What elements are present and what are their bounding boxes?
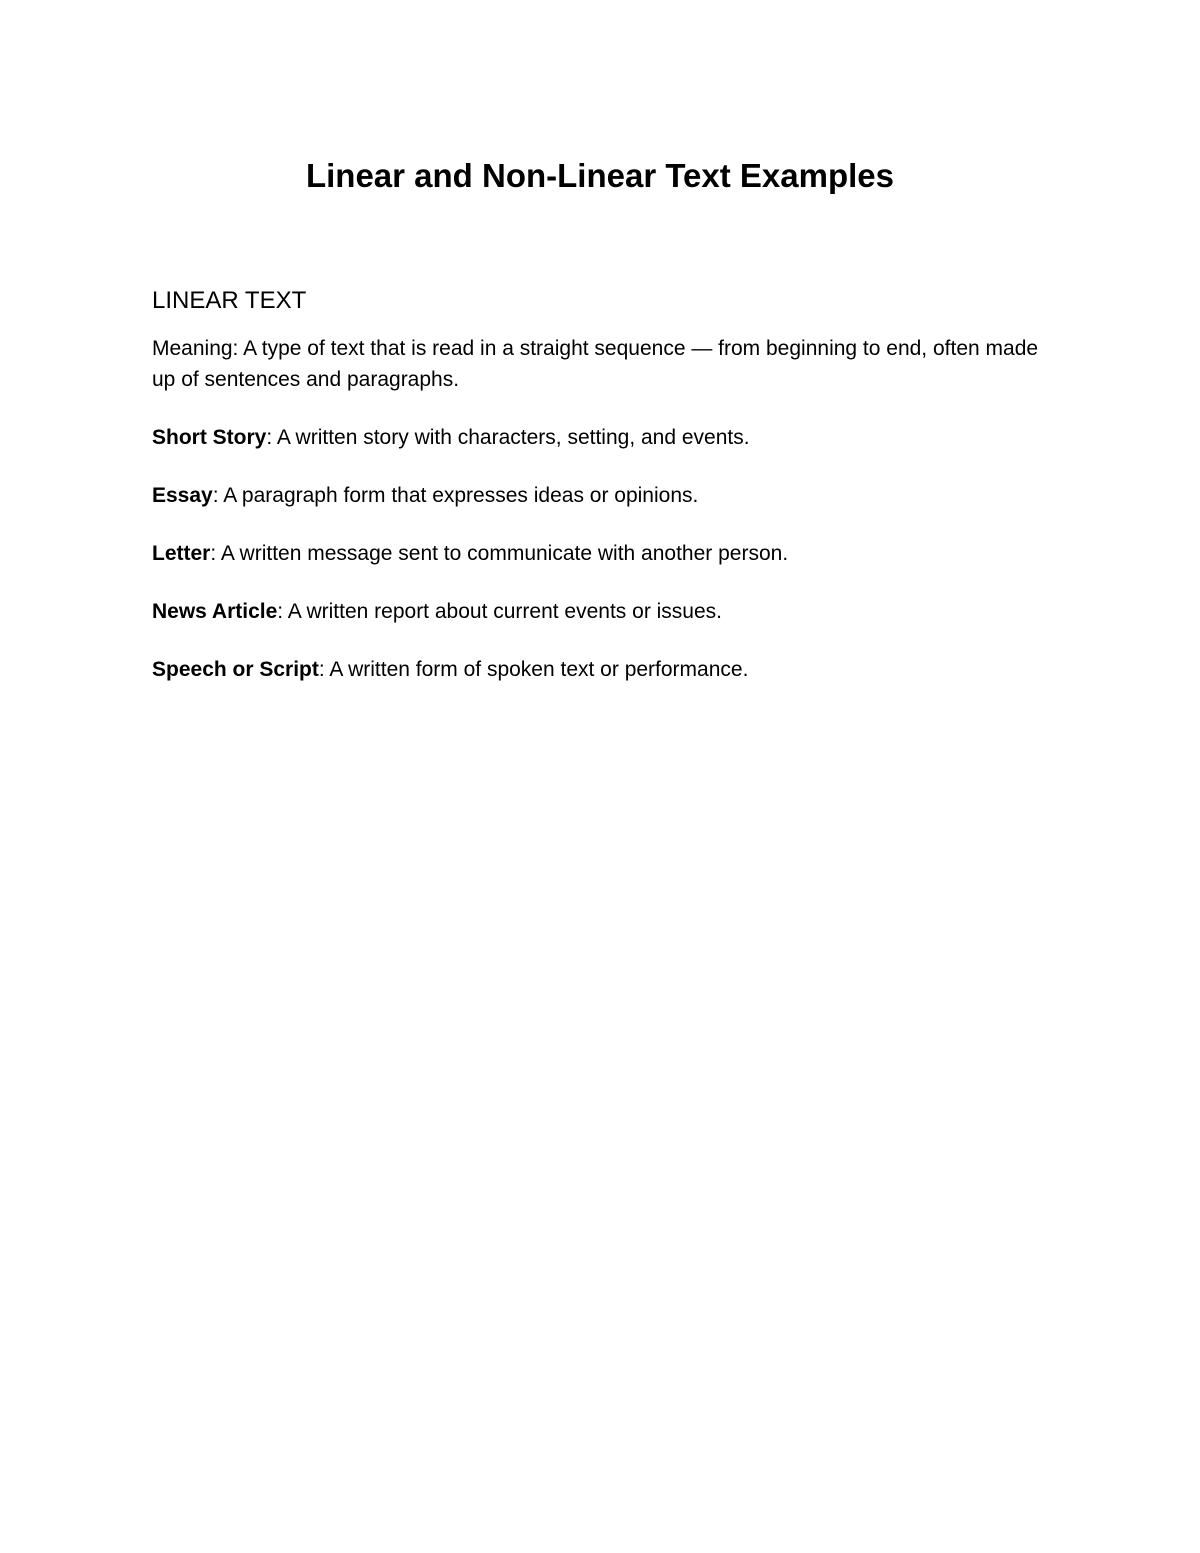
entry-letter	[152, 538, 1052, 569]
entry-definition: : A written message sent to communicate with another person.	[210, 542, 789, 565]
entry-essay	[152, 480, 1052, 511]
linear-text-section	[152, 285, 1052, 712]
document-title: Linear and Non-Linear Text Examples	[305, 157, 895, 194]
entry-definition: : A written form of spoken text or performance.	[318, 658, 749, 681]
entry-term: Essay	[152, 484, 213, 507]
entry-definition: : A written story with characters, setting, and events.	[266, 426, 750, 449]
entry-news-article	[152, 596, 1052, 627]
section-heading: LINEAR TEXT	[152, 287, 307, 314]
meaning-paragraph: Meaning: A type of text that is read in a straight sequence — from beginning to end, often made up of sentences and paragraphs.	[152, 337, 1039, 391]
entry-term: News Article	[152, 600, 278, 623]
entry-term: Short Story	[152, 426, 267, 449]
entry-term: Speech or Script	[152, 658, 319, 681]
entry-speech-or-script	[152, 654, 1052, 685]
entry-short-story	[152, 422, 1052, 453]
entry-definition: : A written report about current events or issues.	[277, 600, 723, 623]
entry-definition: : A paragraph form that expresses ideas or opinions.	[212, 484, 699, 507]
entry-term: Letter	[152, 542, 211, 565]
